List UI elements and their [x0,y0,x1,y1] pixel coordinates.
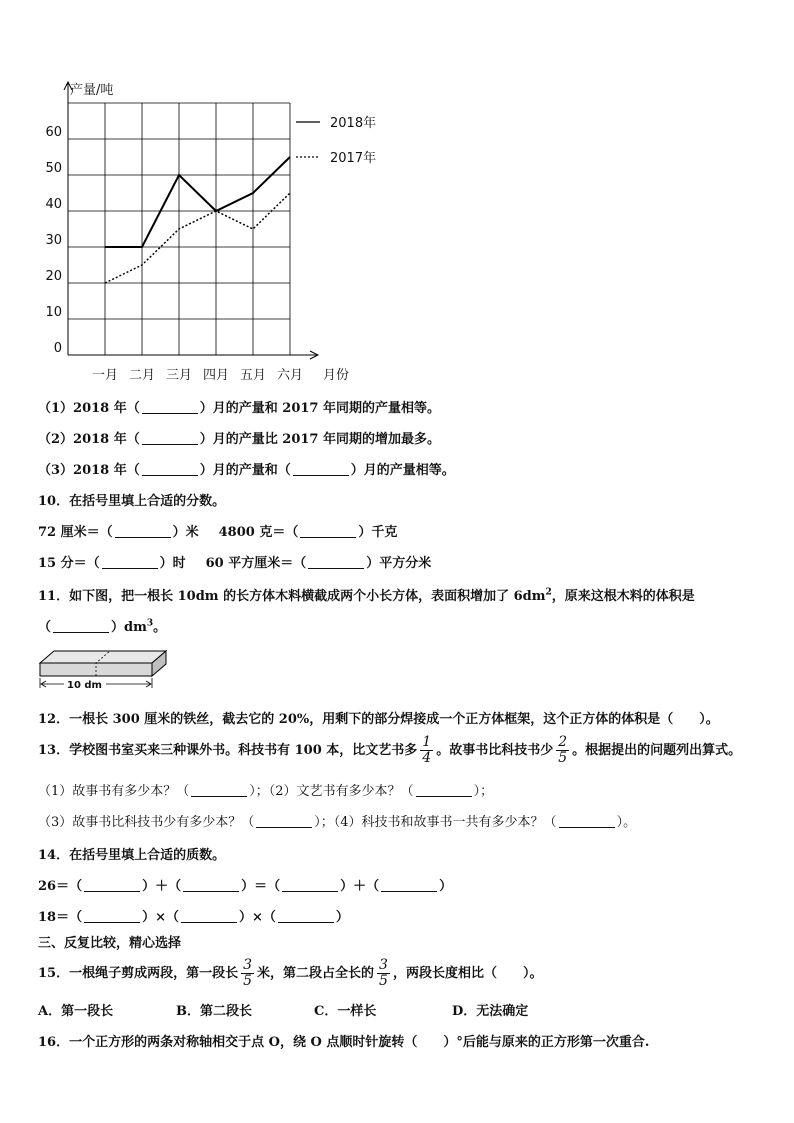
fraction-two-fifths: $\frac{2}{5}$ [558,734,568,766]
dimension-label: 10 dm [67,680,102,691]
q14-line-1: 26＝（ ）＋（ ）＝（ ）＋（ ） [38,879,453,894]
answer-blank[interactable] [84,910,140,923]
q10-line-2: 15 分＝（ ）时 60 平方厘米＝（ ）平方分米 [38,556,432,571]
legend-label-2018: 2018年 [330,116,377,131]
fraction-three-fifths: $\frac{3}{5}$ [379,957,388,989]
answer-blank[interactable] [183,879,239,892]
y-tick-label: 20 [45,269,62,284]
x-tick-label: 二月 [128,368,156,383]
answer-blank[interactable] [84,879,140,892]
x-tick-label: 六月 [276,368,304,383]
answer-blank[interactable] [416,784,472,797]
y-tick-labels [45,125,62,356]
production-line-chart [0,0,794,390]
answer-blank[interactable] [300,525,356,538]
q9-item-3: （3）2018 年（ ）月的产量和（ ）月的产量相等。 [38,463,455,478]
y-tick-label: 0 [53,341,62,356]
wood-block-figure [36,646,176,694]
q11-text: 11．如下图，把一根长 10dm 的长方体木料横截成两个小长方体，表面积增加了 $6dm^2$，原来这根木料的体积是 [38,587,695,604]
answer-blank[interactable] [308,556,364,569]
q10-line-1: 72 厘米＝（ ）米 4800 克＝（ ）千克 [38,525,398,540]
answer-blank[interactable] [142,432,198,445]
chart-legend [296,115,376,166]
answer-blank[interactable] [181,910,237,923]
y-tick-label: 60 [45,125,62,140]
answer-blank[interactable] [102,556,158,569]
x-tick-label: 四月 [202,368,230,383]
q15-option-c[interactable]: C．一样长 [314,1004,377,1019]
y-tick-label: 40 [45,197,62,212]
x-tick-label: 一月 [91,368,119,383]
x-tick-label: 三月 [165,368,193,383]
q13-text: 13．学校图书室买来三种课外书。科技书有 100 本，比文艺书多 $\frac{1}{4}$ 。故事书比科技书少 $\frac{2}{5}$ 。根据提出的问题列出算式。 [38,734,742,766]
answer-blank[interactable] [115,525,171,538]
q9-item-1: （1）2018 年（ ）月的产量和 2017 年同期的产量相等。 [38,401,440,416]
legend-label-2017: 2017年 [330,151,377,166]
q15-option-b[interactable]: B．第二段长 [176,1004,252,1019]
x-axis-label: 月份 [323,368,350,383]
q15-option-a[interactable]: A．第一段长 [38,1004,114,1019]
q13-sub-1-2: （1）故事书有多少本？（ ）；（2）文艺书有多少本？（ ）； [38,784,494,799]
q9-item-2: （2）2018 年（ ）月的产量比 2017 年同期的增加最多。 [38,432,440,447]
answer-blank[interactable] [142,463,198,476]
q10-title: 10．在括号里填上合适的分数。 [38,494,226,509]
series-line-2017年 [105,193,290,283]
answer-blank[interactable] [381,879,437,892]
answer-blank[interactable] [191,784,247,797]
answer-blank[interactable] [53,620,109,633]
answer-blank[interactable] [559,815,615,828]
chart-axes [64,82,318,359]
series-line-2018年 [105,157,290,247]
y-tick-label: 10 [45,305,62,320]
q16-text: 16．一个正方形的两条对称轴相交于点 O，绕 O 点顺时针旋转（ ）°后能与原来的正方形第一次重合. [38,1035,650,1050]
answer-blank[interactable] [142,401,198,414]
answer-blank[interactable] [278,910,334,923]
y-tick-label: 30 [45,233,62,248]
y-tick-label: 50 [45,161,62,176]
q14-title: 14．在括号里填上合适的质数。 [38,848,226,863]
answer-blank[interactable] [282,879,338,892]
q15-text: 15．一根绳子剪成两段，第一段长 $\frac{3}{5}$ 米，第二段占全长的 $\frac{3}{5}$ ，两段长度相比（ ）。 [38,957,543,989]
block-top-face [40,651,166,663]
y-axis-label: 产量/吨 [70,83,114,98]
x-tick-labels [92,368,303,383]
answer-blank[interactable] [256,815,312,828]
q15-option-d[interactable]: D．无法确定 [452,1004,529,1019]
q12-text: 12．一根长 300 厘米的铁丝，截去它的 20%，用剩下的部分焊接成一个正方体框架，这个正方体的体积是（ ）。 [38,712,719,727]
chart-series [105,157,290,283]
section-3-heading: 三、反复比较，精心选择 [38,936,182,951]
x-tick-label: 五月 [239,368,267,383]
q13-sub-3-4: （3）故事书比科技书少有多少本？（ ）；（4）科技书和故事书一共有多少本？（ ）。 [38,815,637,830]
q11-answer-line: （ ）$dm^3$。 [38,618,167,635]
fraction-three-fifths: $\frac{3}{5}$ [243,957,253,989]
q14-line-2: 18＝（ ）×（ ）×（ ） [38,910,349,925]
fraction-one-quarter: $\frac{1}{4}$ [422,734,432,766]
answer-blank[interactable] [293,463,349,476]
